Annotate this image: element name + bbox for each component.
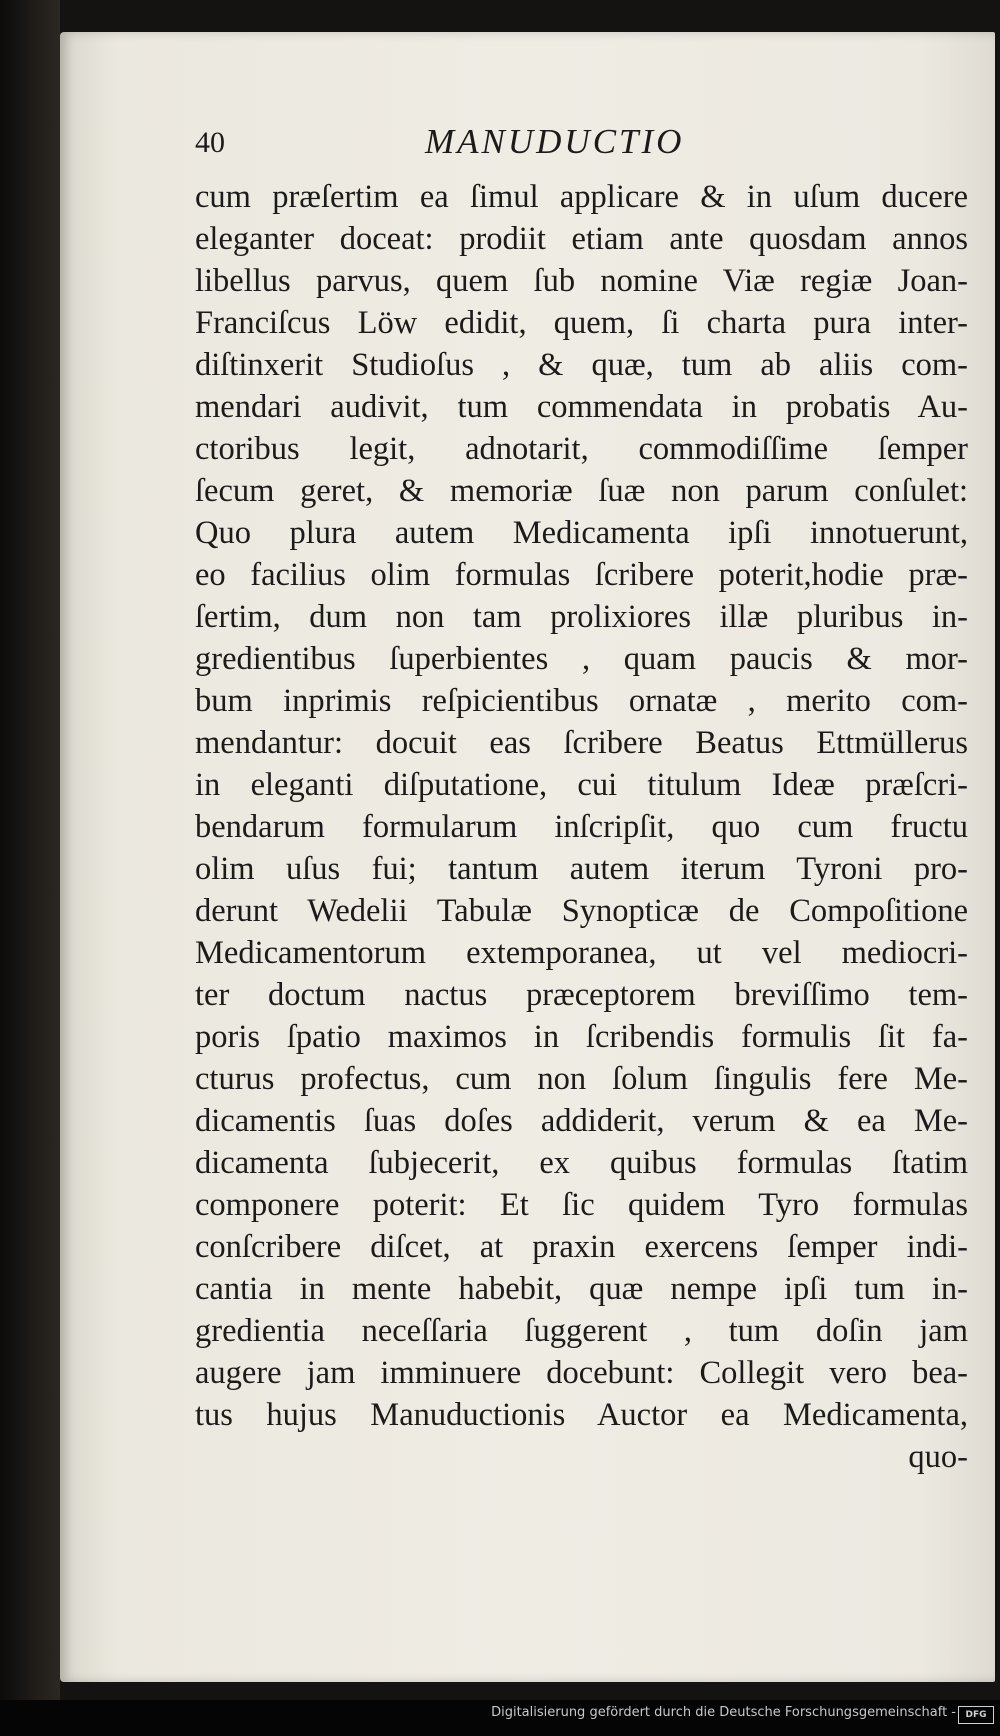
- text-line: conſcribere diſcet, at praxin exercens ſemper indi-: [195, 1229, 968, 1265]
- footer-credit: Digitalisierung gefördert durch die Deutsche Forschungsgemeinschaft -: [491, 1705, 956, 1720]
- running-title: MANUDUCTIO: [425, 122, 685, 161]
- page-header: [195, 122, 735, 168]
- text-line: ctoribus legit, adnotarit, commodiſſime ſemper: [195, 431, 968, 467]
- page-number: 40: [195, 126, 225, 159]
- catchword: quo-: [908, 1439, 968, 1475]
- book-gutter: [0, 0, 60, 1736]
- text-line: gredientia neceſſaria ſuggerent , tum doſin jam: [195, 1313, 968, 1349]
- dfg-logo-icon: DFG: [958, 1706, 994, 1724]
- text-line: componere poterit: Et ſic quidem Tyro formulas: [195, 1187, 968, 1223]
- text-line: libellus parvus, quem ſub nomine Viæ regiæ Joan-: [195, 263, 968, 299]
- text-line: derunt Wedelii Tabulæ Synopticæ de Compoſitione: [195, 893, 968, 929]
- text-line: cantia in mente habebit, quæ nempe ipſi tum in-: [195, 1271, 968, 1307]
- text-line: diſtinxerit Studioſus , & quæ, tum ab aliis com-: [195, 347, 968, 383]
- text-line: mendari audivit, tum commendata in probatis Au-: [195, 389, 968, 425]
- text-line: eo facilius olim formulas ſcribere poterit,hodie præ-: [195, 557, 968, 593]
- text-line: bendarum formularum inſcripſit, quo cum fructu: [195, 809, 968, 845]
- text-line: olim uſus fui; tantum autem iterum Tyroni pro-: [195, 851, 968, 887]
- text-line: ſertim, dum non tam prolixiores illæ pluribus in-: [195, 599, 968, 635]
- text-line: in eleganti diſputatione, cui titulum Ideæ præſcri-: [195, 767, 968, 803]
- text-line: dicamenta ſubjecerit, ex quibus formulas ſtatim: [195, 1145, 968, 1181]
- text-line: cturus profectus, cum non ſolum ſingulis fere Me-: [195, 1061, 968, 1097]
- text-line: ter doctum nactus præceptorem breviſſimo tem-: [195, 977, 968, 1013]
- text-line: cum præſertim ea ſimul applicare & in uſum ducere: [195, 179, 968, 215]
- body-text: [195, 176, 968, 1478]
- text-line: tus hujus Manuductionis Auctor ea Medicamenta,: [195, 1397, 968, 1433]
- text-line: augere jam imminuere docebunt: Collegit vero bea-: [195, 1355, 968, 1391]
- text-line: poris ſpatio maximos in ſcribendis formulis ſit fa-: [195, 1019, 968, 1055]
- text-line: Quo plura autem Medicamenta ipſi innotuerunt,: [195, 515, 968, 551]
- text-line: mendantur: docuit eas ſcribere Beatus Ettmüllerus: [195, 725, 968, 761]
- text-line: Franciſcus Löw edidit, quem, ſi charta pura inter-: [195, 305, 968, 341]
- text-line: Medicamentorum extemporanea, ut vel mediocri-: [195, 935, 968, 971]
- text-line: dicamentis ſuas doſes addiderit, verum & ea Me-: [195, 1103, 968, 1139]
- text-line: bum inprimis reſpicientibus ornatæ , merito com-: [195, 683, 968, 719]
- text-line: ſecum geret, & memoriæ ſuæ non parum conſulet:: [195, 473, 968, 509]
- text-line: eleganter doceat: prodiit etiam ante quosdam annos: [195, 221, 968, 257]
- text-line: gredientibus ſuperbientes , quam paucis & mor-: [195, 641, 968, 677]
